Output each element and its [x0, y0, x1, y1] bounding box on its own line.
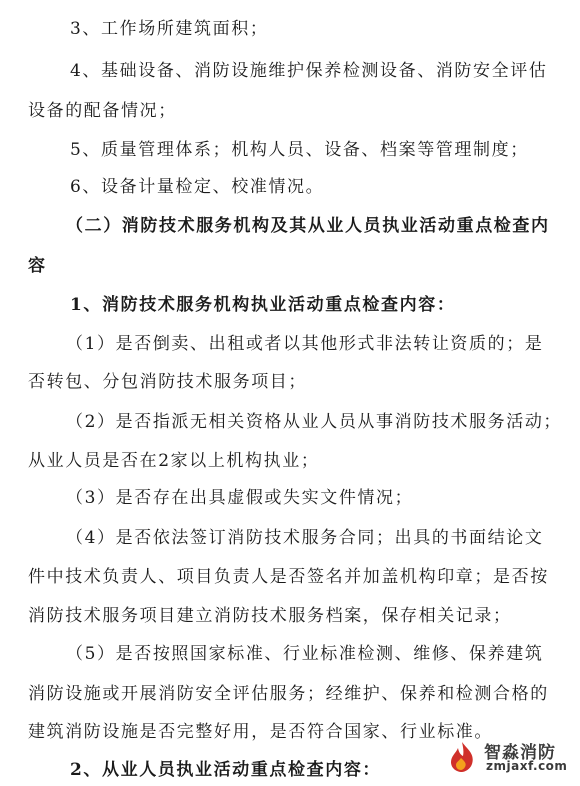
subsection-1-heading: 1、消防技术服务机构执业活动重点检查内容：: [70, 295, 456, 315]
check-item-1-continuation: 否转包、分包消防技术服务项目；: [28, 372, 307, 392]
item-6-text: 6、设备计量检定、校准情况。: [70, 177, 325, 197]
check-item-2-continuation: 从业人员是否在2家以上机构执业；: [28, 451, 320, 471]
item-3-text: 3、工作场所建筑面积；: [70, 19, 269, 39]
site-watermark: [442, 736, 570, 778]
check-item-5: （5）是否按照国家标准、行业标准检测、维修、保养建筑: [66, 644, 544, 664]
watermark-title: 智淼消防: [484, 743, 556, 763]
check-item-2: （2）是否指派无相关资格从业人员从事消防技术服务活动；: [66, 412, 563, 432]
check-item-4-continuation-2: 消防技术服务项目建立消防技术服务档案，保存相关记录；: [28, 606, 512, 626]
check-item-4: （4）是否依法签订消防技术服务合同；出具的书面结论文: [66, 528, 544, 548]
section-heading-continuation: 容: [28, 256, 47, 276]
watermark-url: zmjaxf.com: [486, 759, 568, 773]
check-item-1: （1）是否倒卖、出租或者以其他形式非法转让资质的；是: [66, 334, 544, 354]
section-heading: （二）消防技术服务机构及其从业人员执业活动重点检查内: [66, 216, 550, 236]
check-item-3: （3）是否存在出具虚假或失实文件情况；: [66, 488, 414, 508]
check-item-5-continuation-1: 消防设施或开展消防安全评估服务；经维护、保养和检测合格的: [28, 684, 549, 704]
item-4-text: 4、基础设备、消防设施维护保养检测设备、消防安全评估: [70, 61, 548, 81]
item-5-text: 5、质量管理体系；机构人员、设备、档案等管理制度；: [70, 140, 529, 160]
subsection-2-heading: 2、从业人员执业活动重点检查内容：: [70, 760, 382, 780]
flame-logo-icon: [442, 740, 482, 774]
check-item-4-continuation-1: 件中技术负责人、项目负责人是否签名并加盖机构印章；是否按: [28, 567, 549, 587]
item-4-continuation: 设备的配备情况；: [28, 101, 177, 121]
check-item-5-continuation-2: 建筑消防设施是否完整好用，是否符合国家、行业标准。: [28, 722, 493, 742]
